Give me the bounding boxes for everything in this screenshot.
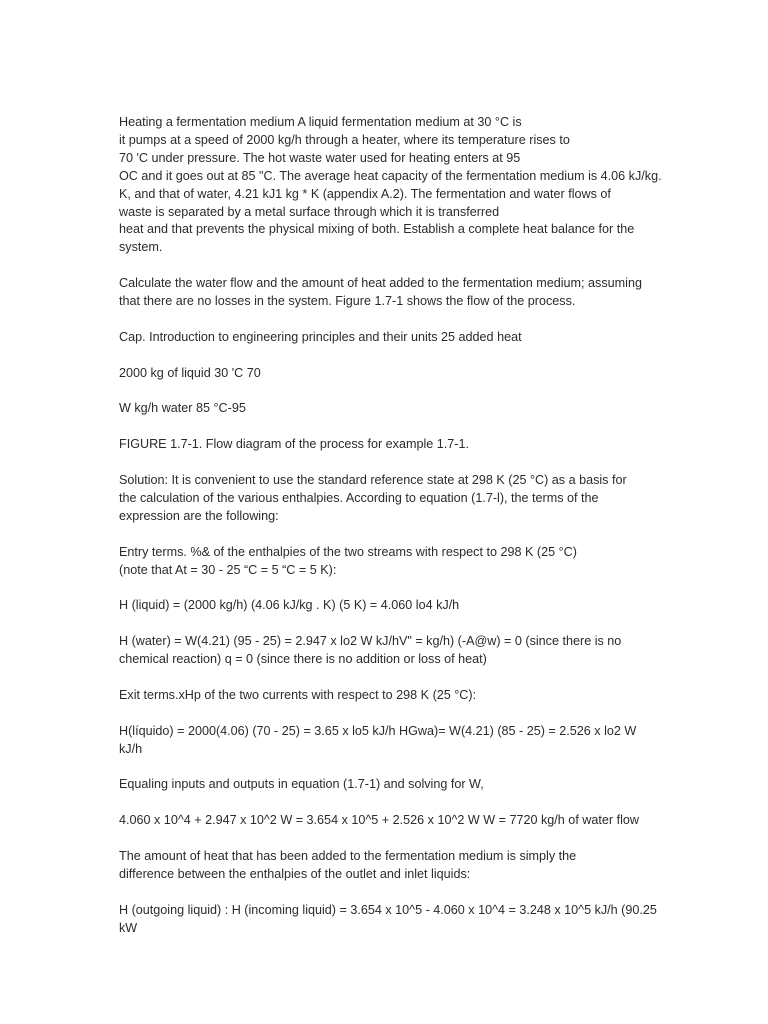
text-line: H(líquido) = 2000(4.06) (70 - 25) = 3.65 x lo5 kJ/h HGwa)= W(4.21) (85 - 25) = 2.526 x lo2 W	[119, 723, 637, 738]
paragraph	[119, 812, 679, 830]
text-line: Solution: It is convenient to use the standard reference state at 298 K (25 °C) as a basis for	[119, 473, 627, 488]
paragraph	[119, 687, 679, 705]
paragraph	[119, 400, 679, 418]
text-line: it pumps at a speed of 2000 kg/h through a heater, where its temperature rises to	[119, 132, 570, 147]
text-line: system.	[119, 240, 163, 255]
text-line: the calculation of the various enthalpies. According to equation (1.7-l), the terms of the	[119, 490, 599, 505]
text-line: kJ/h	[119, 741, 143, 756]
paragraph	[119, 633, 679, 669]
text-line: Cap. Introduction to engineering principles and their units 25 added heat	[119, 329, 522, 344]
text-line: K, and that of water, 4.21 kJ1 kg * K (appendix A.2). The fermentation and water flows of	[119, 186, 611, 201]
text-line: 70 'C under pressure. The hot waste water used for heating enters at 95	[119, 150, 521, 165]
paragraph	[119, 723, 679, 759]
paragraph	[119, 848, 679, 884]
paragraph	[119, 329, 679, 347]
paragraph	[119, 114, 679, 257]
paragraph	[119, 776, 679, 794]
paragraph	[119, 544, 679, 580]
text-line: Entry terms. %& of the enthalpies of the two streams with respect to 298 K (25 °C)	[119, 544, 577, 559]
text-line: Exit terms.xHp of the two currents with respect to 298 K (25 °C):	[119, 687, 477, 702]
text-line: chemical reaction) q = 0 (since there is no addition or loss of heat)	[119, 652, 487, 667]
text-line: W kg/h water 85 °C-95	[119, 401, 246, 416]
text-line: H (water) = W(4.21) (95 - 25) = 2.947 x lo2 W kJ/hV" = kg/h) (-A@w) = 0 (since there is no	[119, 634, 622, 649]
text-line: H (outgoing liquid) : H (incoming liquid) = 3.654 x 10^5 - 4.060 x 10^4 = 3.248 x 10^5 kJ/h (90.25	[119, 902, 657, 917]
text-line: 2000 kg of liquid 30 'C 70	[119, 365, 261, 380]
text-line: H (liquid) = (2000 kg/h) (4.06 kJ/kg . K) (5 K) = 4.060 lo4 kJ/h	[119, 598, 460, 613]
paragraph	[119, 902, 679, 938]
text-line: Equaling inputs and outputs in equation (1.7-1) and solving for W,	[119, 777, 484, 792]
text-line: Heating a fermentation medium A liquid fermentation medium at 30 °C is	[119, 115, 522, 129]
text-line: that there are no losses in the system. Figure 1.7-1 shows the flow of the process.	[119, 294, 576, 309]
text-line: OC and it goes out at 85 "C. The average heat capacity of the fermentation medium is 4.06 kJ/kg.	[119, 168, 662, 183]
text-line: 4.060 x 10^4 + 2.947 x 10^2 W = 3.654 x 10^5 + 2.526 x 10^2 W W = 7720 kg/h of water flow	[119, 813, 640, 828]
paragraph	[119, 365, 679, 383]
text-line: FIGURE 1.7-1. Flow diagram of the process for example 1.7-1.	[119, 437, 469, 452]
document-body	[119, 114, 679, 955]
paragraph	[119, 597, 679, 615]
paragraph	[119, 472, 679, 526]
text-line: difference between the enthalpies of the outlet and inlet liquids:	[119, 866, 471, 881]
text-line: kW	[119, 920, 138, 935]
paragraph	[119, 275, 679, 311]
text-line: The amount of heat that has been added to the fermentation medium is simply the	[119, 848, 577, 863]
text-line: heat and that prevents the physical mixing of both. Establish a complete heat balance for the	[119, 222, 635, 237]
text-line: Calculate the water flow and the amount of heat added to the fermentation medium; assuming	[119, 276, 642, 291]
text-line: expression are the following:	[119, 508, 279, 523]
text-line: waste is separated by a metal surface through which it is transferred	[119, 204, 500, 219]
text-line: (note that At = 30 - 25 “C = 5 “C = 5 K):	[119, 562, 337, 577]
paragraph	[119, 436, 679, 454]
